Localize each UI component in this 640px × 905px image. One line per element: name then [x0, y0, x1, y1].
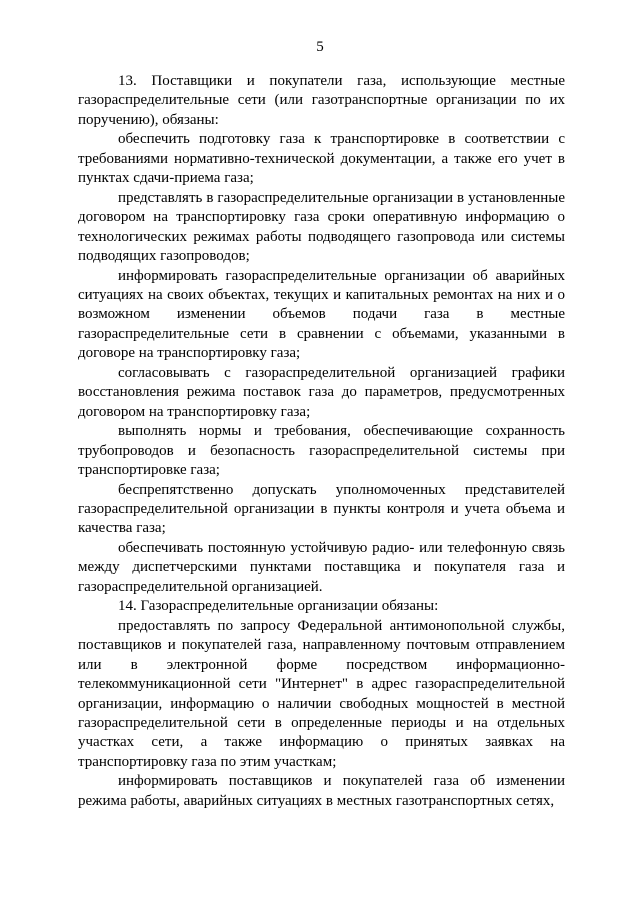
paragraph-mode-change-info: информировать поставщиков и покупателей газа об изменении режима работы, аварийных ситуациях в местных газотранспортных сетях,	[78, 773, 565, 809]
paragraph-access: беспрепятственно допускать уполномоченных представителей газораспределительной организации в пункты контроля и учета объема и качества газа;	[78, 481, 565, 537]
document-body	[78, 72, 565, 811]
paragraph-emergency-info: информировать газораспределительные организации об аварийных ситуациях на своих объектах, текущих и капитальных ремонтах на них и о возможном изменении объемов подачи газа в местные газораспределительные сети в сравнении с объемами, указанными в договоре на транспортировку газа;	[78, 267, 565, 362]
paragraph-safety-norms: выполнять нормы и требования, обеспечивающие сохранность трубопроводов и безопасность газораспределительной системы при транспортировке газа;	[78, 423, 565, 479]
paragraph-communication: обеспечивать постоянную устойчивую радио- или телефонную связь между диспетчерскими пунктами поставщика и покупателя газа и газораспределительной организацией.	[78, 539, 565, 595]
page-number: 5	[316, 39, 324, 55]
paragraph-13-intro: 13. Поставщики и покупатели газа, использующие местные газораспределительные сети (или газотранспортные организации по их поручению), обязаны:	[78, 73, 565, 128]
paragraph-schedule-agreement: согласовывать с газораспределительной организацией графики восстановления режима поставок газа до параметров, предусмотренных договором на транспортировку газа;	[78, 364, 565, 420]
paragraph-14-intro: 14. Газораспределительные организации обязаны:	[118, 598, 439, 615]
paragraph-gas-preparation: обеспечить подготовку газа к транспортировке в соответствии с требованиями нормативно-технической документации, а также его учет в пунктах сдачи-приема газа;	[78, 131, 565, 187]
paragraph-operational-info: представлять в газораспределительные организации в установленные договором на транспортировку газа сроки оперативную информацию о технологических режимах работы подводящего газопровода или системы подводящих газопроводов;	[78, 189, 565, 265]
paragraph-capacity-info: предоставлять по запросу Федеральной антимонопольной службы, поставщиков и покупателей газа, направленному почтовым отправлением или в электронной форме посредством информационно-телекоммуникационной сети "Интернет" в адрес газораспределительной организации, информацию о наличии свободных мощностей в местной газораспределительной сети в определенные периоды и на отдельных участках сети, а также информацию о принятых заявках на транспортировку газа по этим участкам;	[78, 617, 565, 770]
